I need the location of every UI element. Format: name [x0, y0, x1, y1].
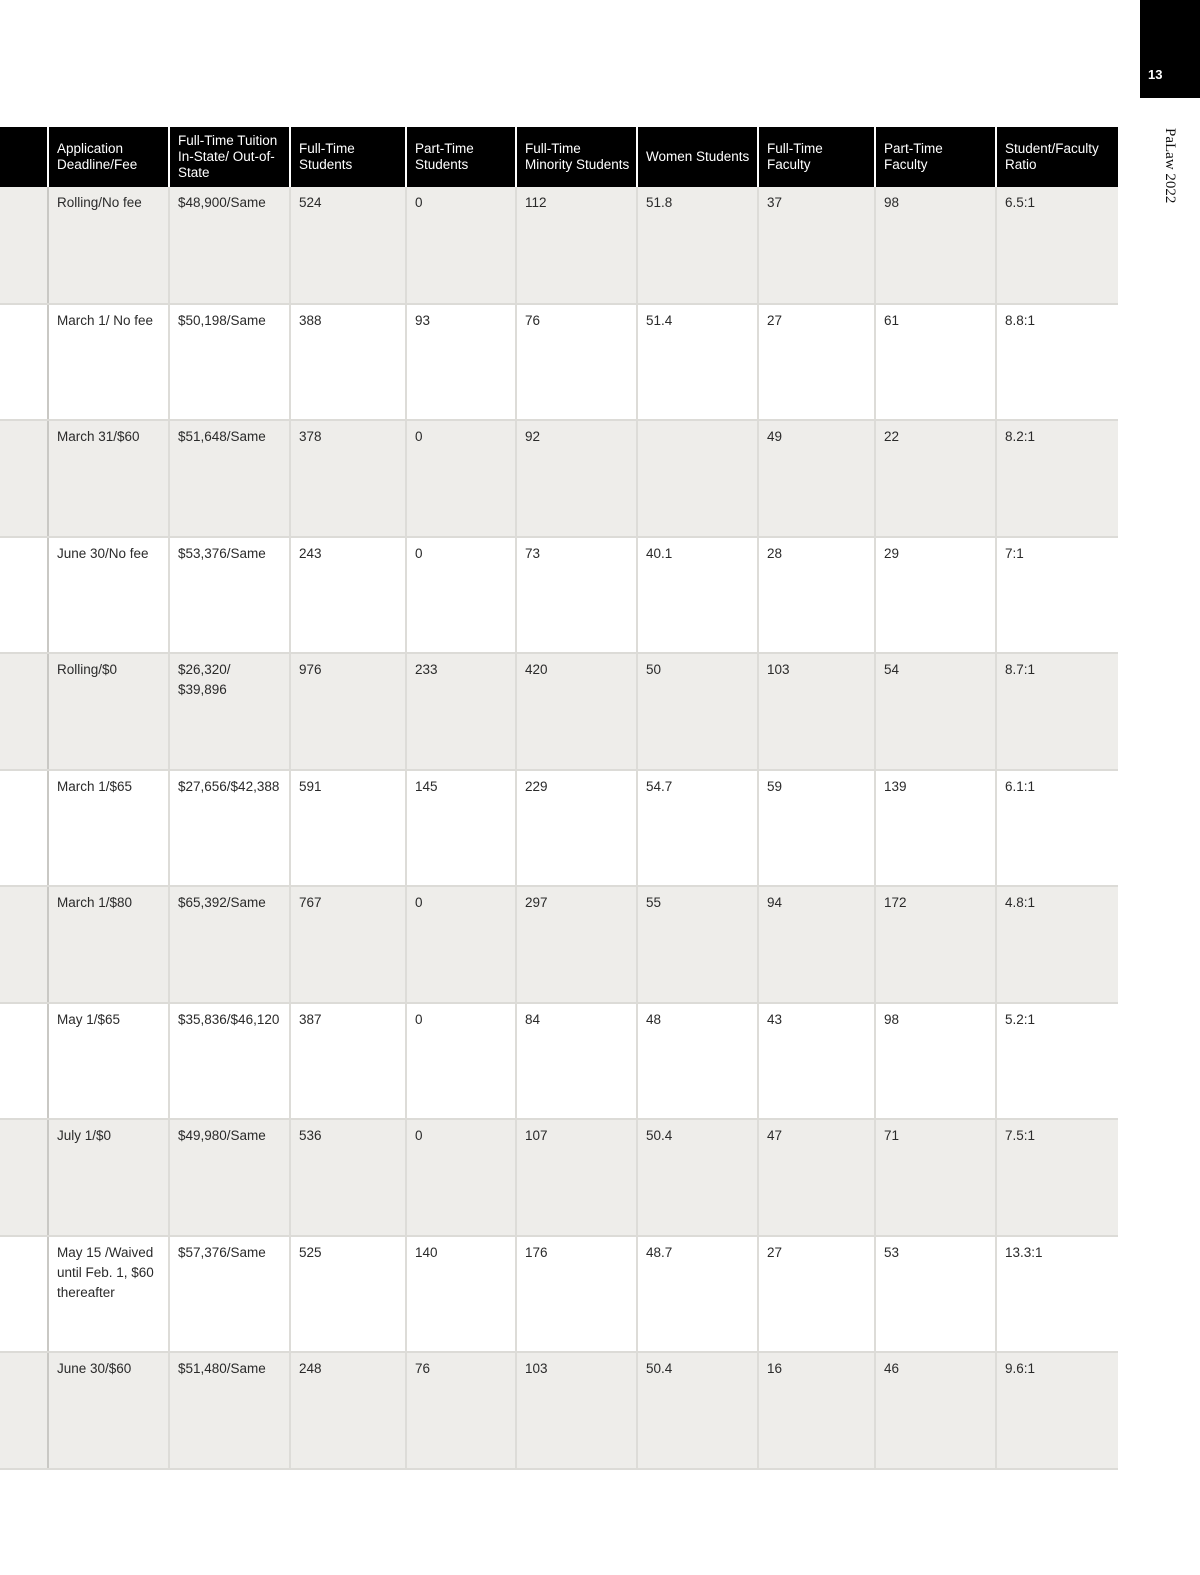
deadline-fee-cell: June 30/No fee [48, 537, 169, 654]
full-time-students-cell: 388 [290, 304, 406, 421]
tuition-cell: $26,320/ $39,896 [169, 653, 290, 770]
full-time-faculty-cell: 43 [758, 1003, 875, 1120]
part-time-faculty-cell: 29 [875, 537, 996, 654]
table-row [0, 770, 1118, 887]
ratio-cell: 8.2:1 [996, 420, 1118, 537]
header-part-time-students: Part-Time Students [406, 127, 516, 187]
part-time-faculty-cell: 46 [875, 1352, 996, 1469]
minority-students-cell: 297 [516, 886, 637, 1003]
table-row [0, 304, 1118, 421]
full-time-students-cell: 525 [290, 1236, 406, 1353]
minority-students-cell: 103 [516, 1352, 637, 1469]
table-body [0, 187, 1118, 1469]
full-time-faculty-cell: 28 [758, 537, 875, 654]
school-name-cell [0, 304, 48, 421]
header-full-time-tuition: Full-Time Tuition In-State/ Out-of-State [169, 127, 290, 187]
part-time-faculty-cell: 98 [875, 1003, 996, 1120]
part-time-faculty-cell: 22 [875, 420, 996, 537]
full-time-faculty-cell: 94 [758, 886, 875, 1003]
part-time-faculty-cell: 98 [875, 187, 996, 304]
page-number-tab [1140, 0, 1200, 98]
minority-students-cell: 176 [516, 1236, 637, 1353]
full-time-students-cell: 378 [290, 420, 406, 537]
full-time-faculty-cell: 47 [758, 1119, 875, 1236]
ratio-cell: 7.5:1 [996, 1119, 1118, 1236]
tuition-cell: $27,656/$42,388 [169, 770, 290, 887]
school-name-cell [0, 886, 48, 1003]
full-time-students-cell: 767 [290, 886, 406, 1003]
part-time-faculty-cell: 54 [875, 653, 996, 770]
part-time-faculty-cell: 53 [875, 1236, 996, 1353]
deadline-fee-cell: Rolling/$0 [48, 653, 169, 770]
tuition-cell: $48,900/Same [169, 187, 290, 304]
part-time-students-cell: 76 [406, 1352, 516, 1469]
part-time-students-cell: 0 [406, 886, 516, 1003]
full-time-students-cell: 243 [290, 537, 406, 654]
table-row [0, 1003, 1118, 1120]
women-students-cell: 40.1 [637, 537, 758, 654]
women-students-cell: 48 [637, 1003, 758, 1120]
tuition-cell: $51,648/Same [169, 420, 290, 537]
law-school-data-table [0, 127, 1118, 1470]
women-students-cell: 50.4 [637, 1352, 758, 1469]
ratio-cell: 9.6:1 [996, 1352, 1118, 1469]
table-row [0, 653, 1118, 770]
women-students-cell: 51.8 [637, 187, 758, 304]
full-time-students-cell: 387 [290, 1003, 406, 1120]
school-name-cell [0, 420, 48, 537]
school-name-cell [0, 187, 48, 304]
tuition-cell: $51,480/Same [169, 1352, 290, 1469]
header-student-faculty-ratio: Student/Faculty Ratio [996, 127, 1118, 187]
full-time-students-cell: 976 [290, 653, 406, 770]
deadline-fee-cell: March 1/$80 [48, 886, 169, 1003]
full-time-faculty-cell: 27 [758, 1236, 875, 1353]
part-time-faculty-cell: 61 [875, 304, 996, 421]
minority-students-cell: 73 [516, 537, 637, 654]
ratio-cell: 6.5:1 [996, 187, 1118, 304]
school-name-cell [0, 1119, 48, 1236]
table-row [0, 1236, 1118, 1353]
deadline-fee-cell: March 1/ No fee [48, 304, 169, 421]
full-time-students-cell: 524 [290, 187, 406, 304]
women-students-cell: 51.4 [637, 304, 758, 421]
table-row [0, 187, 1118, 304]
full-time-faculty-cell: 16 [758, 1352, 875, 1469]
full-time-faculty-cell: 49 [758, 420, 875, 537]
school-name-cell [0, 770, 48, 887]
minority-students-cell: 107 [516, 1119, 637, 1236]
women-students-cell: 54.7 [637, 770, 758, 887]
minority-students-cell: 84 [516, 1003, 637, 1120]
deadline-fee-cell: May 15 /Waived until Feb. 1, $60 thereafter [48, 1236, 169, 1353]
part-time-students-cell: 0 [406, 537, 516, 654]
tuition-cell: $35,836/$46,120 [169, 1003, 290, 1120]
table-header-row [0, 127, 1118, 187]
part-time-faculty-cell: 71 [875, 1119, 996, 1236]
deadline-fee-cell: March 1/$65 [48, 770, 169, 887]
part-time-students-cell: 233 [406, 653, 516, 770]
header-women-students: Women Students [637, 127, 758, 187]
women-students-cell: 50 [637, 653, 758, 770]
minority-students-cell: 92 [516, 420, 637, 537]
women-students-cell [637, 420, 758, 537]
part-time-students-cell: 140 [406, 1236, 516, 1353]
part-time-faculty-cell: 139 [875, 770, 996, 887]
women-students-cell: 55 [637, 886, 758, 1003]
header-part-time-faculty: Part-Time Faculty [875, 127, 996, 187]
part-time-faculty-cell: 172 [875, 886, 996, 1003]
ratio-cell: 6.1:1 [996, 770, 1118, 887]
tuition-cell: $65,392/Same [169, 886, 290, 1003]
minority-students-cell: 229 [516, 770, 637, 887]
full-time-faculty-cell: 27 [758, 304, 875, 421]
ratio-cell: 5.2:1 [996, 1003, 1118, 1120]
deadline-fee-cell: March 31/$60 [48, 420, 169, 537]
header-full-time-faculty: Full-Time Faculty [758, 127, 875, 187]
header-school-name [0, 127, 48, 187]
tuition-cell: $50,198/Same [169, 304, 290, 421]
part-time-students-cell: 93 [406, 304, 516, 421]
school-name-cell [0, 653, 48, 770]
part-time-students-cell: 0 [406, 1003, 516, 1120]
part-time-students-cell: 0 [406, 1119, 516, 1236]
school-name-cell [0, 1352, 48, 1469]
table-row [0, 420, 1118, 537]
header-application-deadline-fee: Application Deadline/Fee [48, 127, 169, 187]
full-time-faculty-cell: 59 [758, 770, 875, 887]
women-students-cell: 48.7 [637, 1236, 758, 1353]
full-time-faculty-cell: 103 [758, 653, 875, 770]
full-time-students-cell: 591 [290, 770, 406, 887]
tuition-cell: $53,376/Same [169, 537, 290, 654]
deadline-fee-cell: July 1/$0 [48, 1119, 169, 1236]
deadline-fee-cell: May 1/$65 [48, 1003, 169, 1120]
tuition-cell: $57,376/Same [169, 1236, 290, 1353]
running-title: PaLaw 2022 [1162, 128, 1178, 204]
part-time-students-cell: 0 [406, 420, 516, 537]
school-name-cell [0, 1003, 48, 1120]
table-row [0, 886, 1118, 1003]
header-full-time-minority-students: Full-Time Minority Students [516, 127, 637, 187]
minority-students-cell: 112 [516, 187, 637, 304]
minority-students-cell: 76 [516, 304, 637, 421]
header-full-time-students: Full-Time Students [290, 127, 406, 187]
ratio-cell: 8.8:1 [996, 304, 1118, 421]
deadline-fee-cell: June 30/$60 [48, 1352, 169, 1469]
table-row [0, 537, 1118, 654]
full-time-students-cell: 248 [290, 1352, 406, 1469]
tuition-cell: $49,980/Same [169, 1119, 290, 1236]
ratio-cell: 13.3:1 [996, 1236, 1118, 1353]
school-name-cell [0, 537, 48, 654]
women-students-cell: 50.4 [637, 1119, 758, 1236]
full-time-students-cell: 536 [290, 1119, 406, 1236]
ratio-cell: 4.8:1 [996, 886, 1118, 1003]
minority-students-cell: 420 [516, 653, 637, 770]
ratio-cell: 7:1 [996, 537, 1118, 654]
part-time-students-cell: 0 [406, 187, 516, 304]
table-row [0, 1352, 1118, 1469]
deadline-fee-cell: Rolling/No fee [48, 187, 169, 304]
page-number: 13 [1148, 67, 1163, 82]
school-name-cell [0, 1236, 48, 1353]
ratio-cell: 8.7:1 [996, 653, 1118, 770]
full-time-faculty-cell: 37 [758, 187, 875, 304]
table-row [0, 1119, 1118, 1236]
part-time-students-cell: 145 [406, 770, 516, 887]
